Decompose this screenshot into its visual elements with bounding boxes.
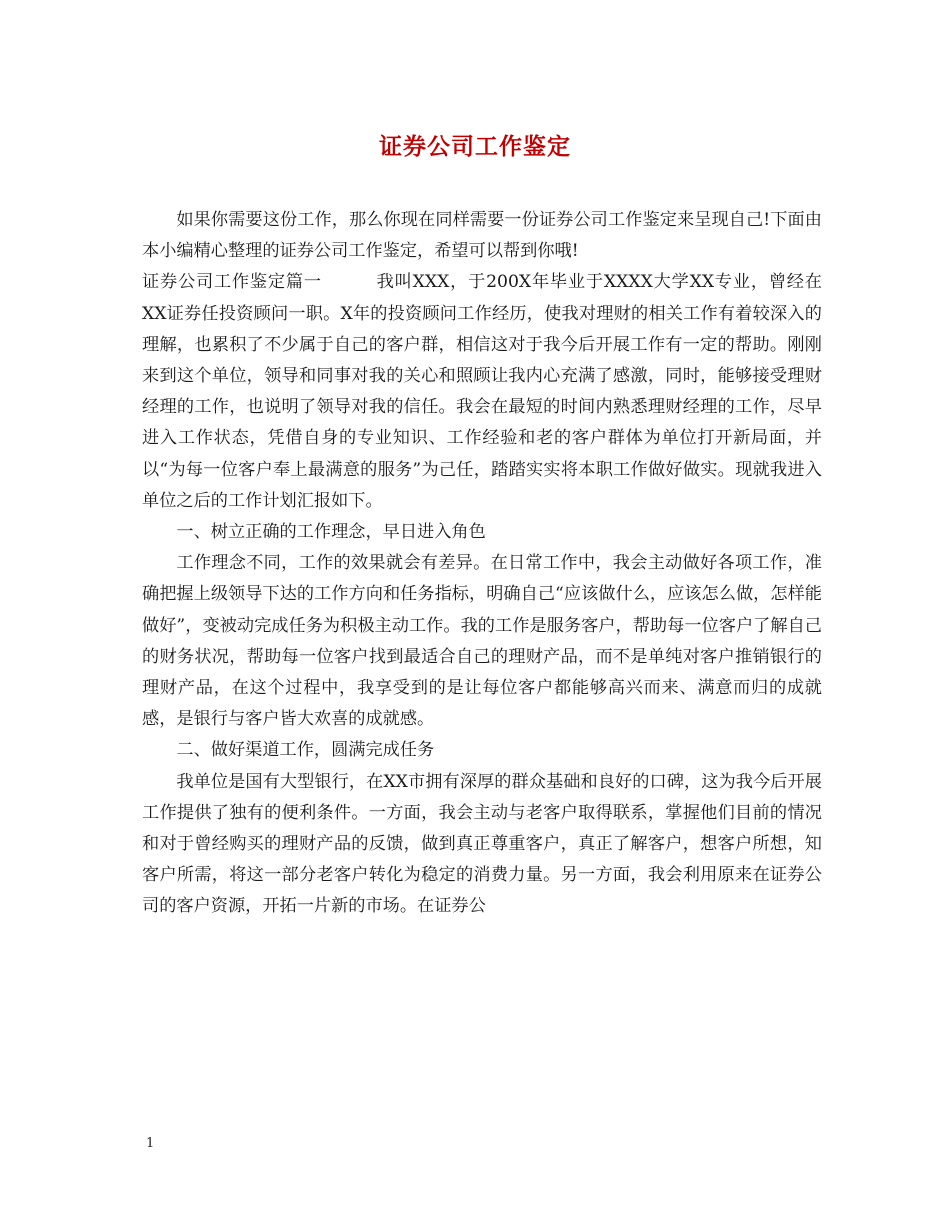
document-body [142,205,822,923]
paragraph-2: 工作理念不同，工作的效果就会有差异。在日常工作中，我会主动做好各项工作，准确把握上级领导下达的工作方向和任务指标，明确自己“应该做什么，应该怎么做，怎样能做好”，变被动完成任务为积极主动工作。我的工作是服务客户，帮助每一位客户了解自己的财务状况，帮助每一位客户找到最适合自己的理财产品，而不是单纯对客户推销银行的理财产品，在这个过程中，我享受到的是让每位客户都能够高兴而来、满意而归的成就感，是银行与客户皆大欢喜的成就感。 [142,553,822,730]
section-paragraph [142,267,822,517]
paragraph-1: 我叫XXX，于200X年毕业于XXXX大学XX专业，曾经在XX证券任投资顾问一职。X年的投资顾问工作经历，使我对理财的相关工作有着较深入的理解，也累积了不少属于自己的客户群，相信这对于我今后开展工作有一定的帮助。刚刚来到这个单位，领导和同事对我的关心和照顾让我内心充满了感激，同时，能够接受理财经理的工作，也说明了领导对我的信任。我会在最短的时间内熟悉理财经理的工作，尽早进入工作状态，凭借自身的专业知识、工作经验和老的客户群体为单位打开新局面，并以“为每一位客户奉上最满意的服务”为己任，踏踏实实将本职工作做好做实。现就我进入单位之后的工作计划汇报如下。 [142,272,822,511]
heading-1: 一、树立正确的工作理念，早日进入角色 [176,522,486,543]
heading-2: 二、做好渠道工作，圆满完成任务 [176,740,435,761]
document-title: 证券公司工作鉴定 [379,133,571,160]
page-number: 1 [146,1136,155,1151]
section-label: 证券公司工作鉴定篇一 [142,272,322,293]
paragraph-3: 我单位是国有大型银行，在XX市拥有深厚的群众基础和良好的口碑，这为我今后开展工作提供了独有的便利条件。一方面，我会主动与老客户取得联系，掌握他们目前的情况和对于曾经购买的理财产品的反馈，做到真正尊重客户，真正了解客户，想客户所想，知客户所需，将这一部分老客户转化为稳定的消费力量。另一方面，我会利用原来在证券公司的客户资源，开拓一片新的市场。在证券公 [142,771,822,917]
intro-paragraph: 如果你需要这份工作，那么你现在同样需要一份证券公司工作鉴定来呈现自己!下面由本小编精心整理的证券公司工作鉴定，希望可以帮到你哦! [142,210,822,262]
